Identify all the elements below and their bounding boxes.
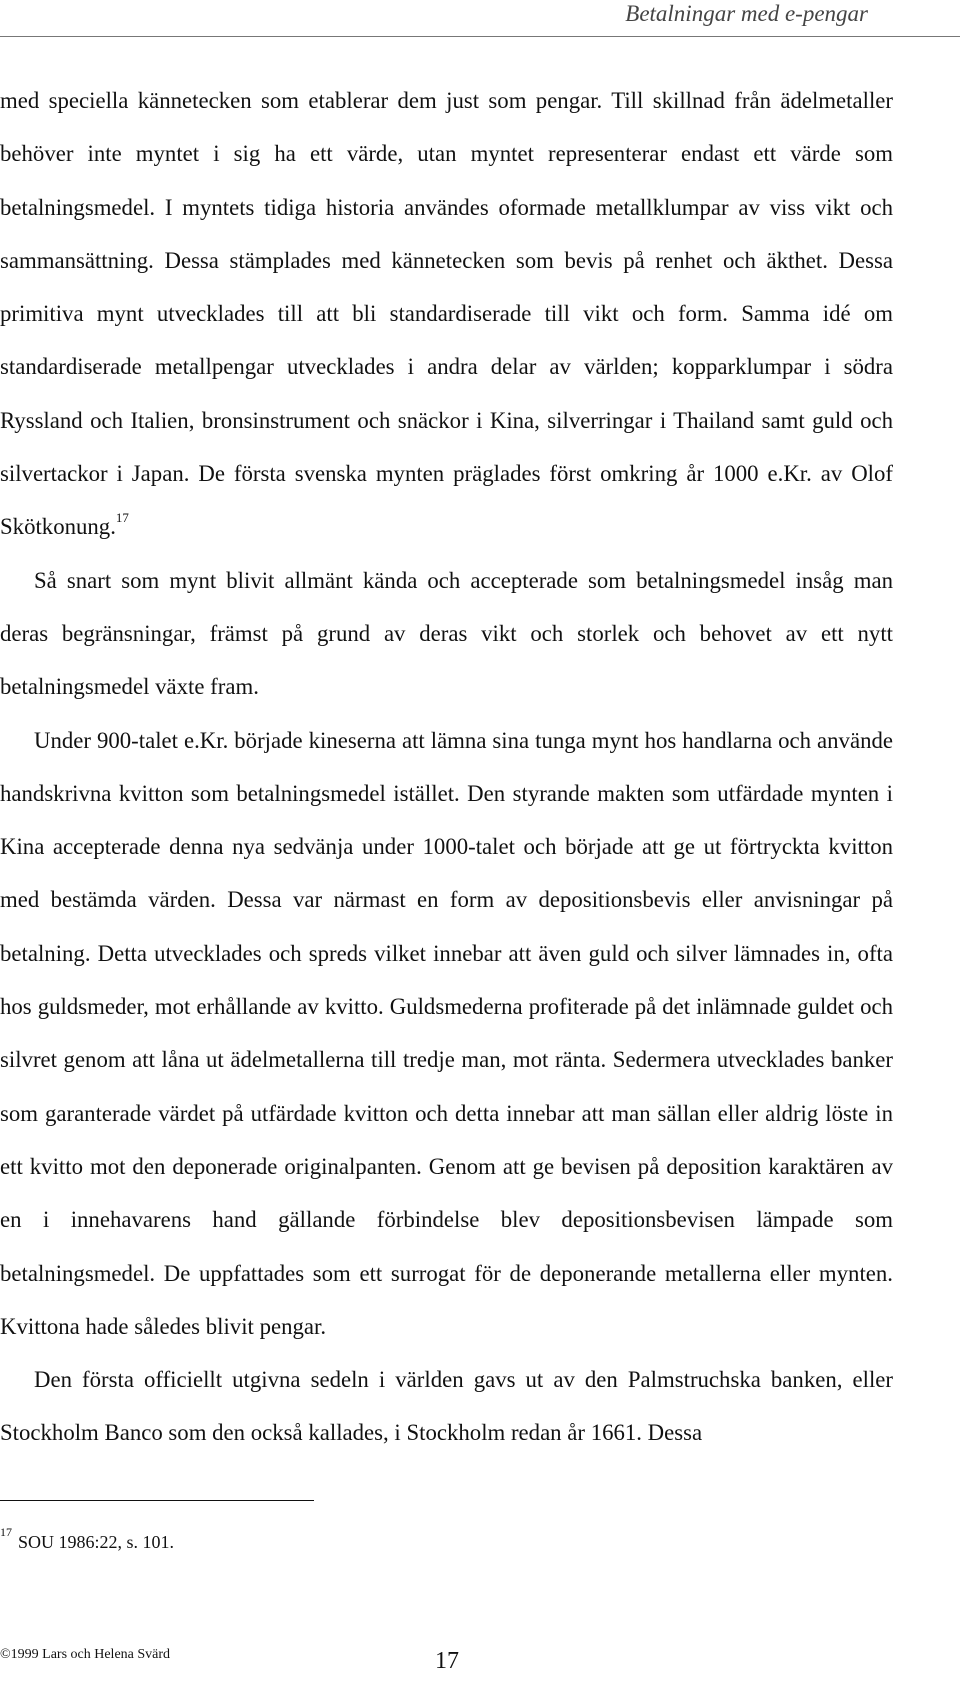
footnote bbox=[0, 1525, 174, 1553]
paragraph-2: Så snart som mynt blivit allmänt kända och accepterade som betalningsmedel insåg man deras begränsningar, främst på grund av deras vikt och storlek och behovet av ett nytt betalningsmedel växte fram. bbox=[0, 567, 893, 700]
page-number: 17 bbox=[435, 1648, 459, 1674]
footnote-text: SOU 1986:22, s. 101. bbox=[18, 1532, 175, 1552]
paragraph-4: Den första officiellt utgivna sedeln i världen gavs ut av den Palmstruchska banken, eller Stockholm Banco som den också kallades, i Stockholm redan år 1661. Dessa bbox=[0, 1367, 893, 1446]
paragraph-1-text: med speciella kännetecken som etablerar dem just som pengar. Till skillnad från ädelmetaller behöver inte myntet i sig ha ett värde, utan myntet representerar endast ett värde som betalningsmedel. I myntets tidiga historia användes oformade metallklumpar av viss vikt och sammansättning. Dessa stämplades med kännetecken som bevis på renhet och äkthet. Dessa primitiva mynt utvecklades till att bli standardiserade till vikt och form. Samma idé om standardiserade metallpengar utvecklades i andra delar av världen; kopparklumpar i södra Ryssland och Italien, bronsinstrument och snäckor i Kina, silverringar i Thailand samt guld och silvertackor i Japan. De första svenska mynten präglades först omkring år 1000 e.Kr. av Olof Skötkonung. bbox=[0, 88, 893, 540]
footnote-separator bbox=[0, 1500, 314, 1501]
footnote-number: 17 bbox=[0, 1525, 12, 1539]
running-title: Betalningar med e-pengar bbox=[625, 1, 868, 26]
copyright-notice: ©1999 Lars och Helena Svärd bbox=[0, 1647, 171, 1662]
body-text bbox=[0, 74, 893, 1460]
page-header bbox=[0, 0, 960, 37]
paragraph-1 bbox=[0, 74, 893, 554]
paragraph-3: Under 900-talet e.Kr. började kineserna att lämna sina tunga mynt hos handlarna och använde handskrivna kvitton som betalningsmedel istället. Den styrande makten som utfärdade mynten i Kina accepterade denna nya sedvänja under 1000-talet och började att ge ut förtryckta kvitton med bestämda värden. Dessa var närmast en form av depositionsbevis eller anvisningar på betalning. Detta utvecklades och spreds vilket innebar att även guld och silver lämnades in, ofta hos guldsmeder, mot erhållande av kvitto. Guldsmederna profiterade på det inlämnade guldet och silvret genom att låna ut ädelmetallerna till tredje man, mot ränta. Sedermera utvecklades banker som garanterade värdet på utfärdade kvitton och detta innebar att man sällan eller aldrig löste in ett kvitto mot den deponerade originalpanten. Genom att ge bevisen på deposition karaktären av en i innehavarens hand gällande förbindelse blev depositionsbevisen lämpade som betalningsmedel. De uppfattades som ett surrogat för de deponerande metallerna eller mynten. Kvittona hade således blivit pengar. bbox=[0, 727, 893, 1339]
footnote-reference[interactable]: 17 bbox=[115, 510, 129, 526]
